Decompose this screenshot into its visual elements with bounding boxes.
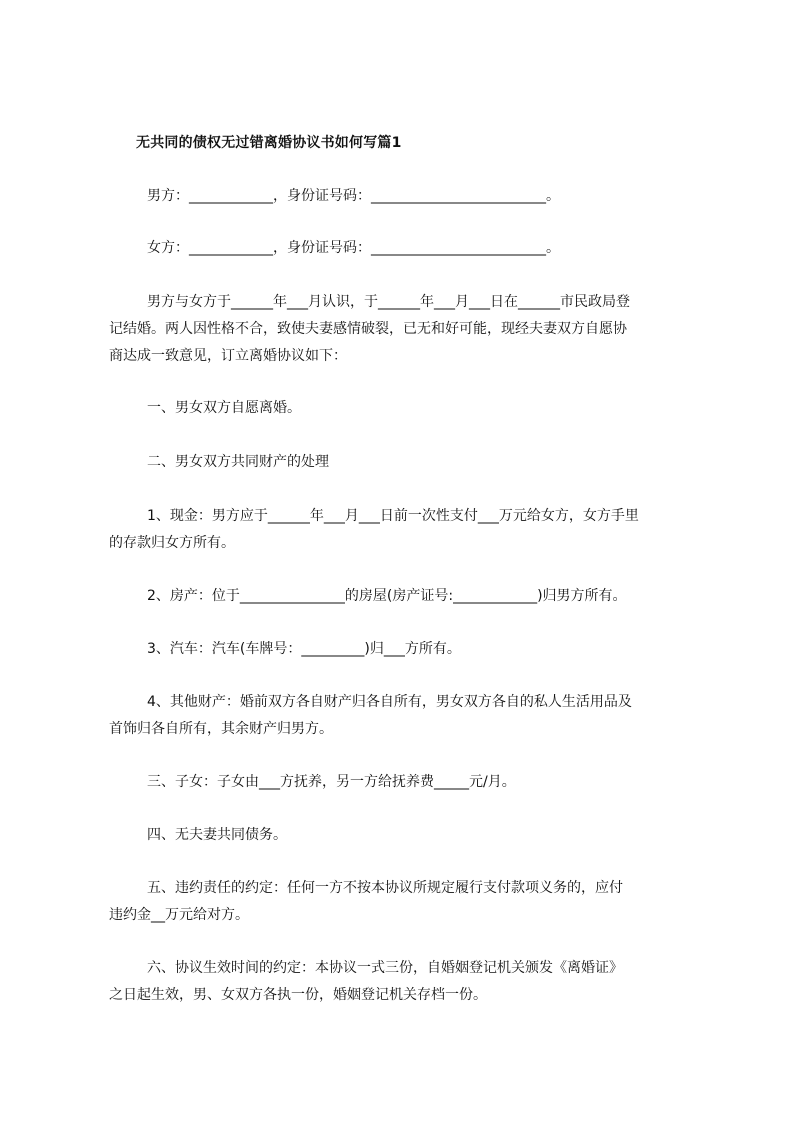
clause-1: 一、男女双方自愿离婚。 (147, 400, 301, 416)
item-cash-line-1: 1、现金：男方应于______年___月___日前一次性支付___万元给女方，女方手里 (147, 508, 639, 524)
clause-6-line-1: 六、协议生效时间的约定：本协议一式三份，自婚姻登记机关颁发《离婚证》 (147, 960, 623, 976)
item-cash-line-2: 的存款归女方所有。 (109, 535, 235, 551)
document-title: 无共同的债权无过错离婚协议书如何写篇1 (136, 135, 402, 151)
clause-5-line-1: 五、违约责任的约定：任何一方不按本协议所规定履行支付款项义务的，应付 (147, 880, 623, 896)
husband-line: 男方：____________，身份证号码：_________________________。 (147, 188, 560, 204)
intro-line-2: 记结婚。两人因性格不合，致使夫妻感情破裂，已无和好可能，现经夫妻双方自愿协 (109, 321, 627, 337)
item-other-line-2: 首饰归各自所有，其余财产归男方。 (109, 721, 333, 737)
clause-6-line-2: 之日起生效，男、女双方各执一份，婚姻登记机关存档一份。 (109, 987, 487, 1003)
intro-line-3: 商达成一致意见，订立离婚协议如下： (109, 348, 347, 364)
item-house: 2、房产：位于_______________的房屋(房产证号:____________)归男方所有。 (147, 588, 627, 604)
clause-4: 四、无夫妻共同债务。 (147, 827, 287, 843)
wife-line: 女方：____________，身份证号码：_________________________。 (147, 240, 560, 256)
clause-2: 二、男女双方共同财产的处理 (147, 454, 329, 470)
clause-5-line-2: 违约金__万元给对方。 (109, 907, 249, 923)
item-other-line-1: 4、其他财产：婚前双方各自财产归各自所有，男女双方各自的私人生活用品及 (147, 694, 632, 710)
clause-3: 三、子女：子女由___方抚养，另一方给抚养费_____元/月。 (147, 774, 516, 790)
item-car: 3、汽车：汽车(车牌号：_________)归___方所有。 (147, 641, 461, 657)
intro-line-1: 男方与女方于______年___月认识，于______年___月___日在______市民政局登 (147, 294, 630, 310)
